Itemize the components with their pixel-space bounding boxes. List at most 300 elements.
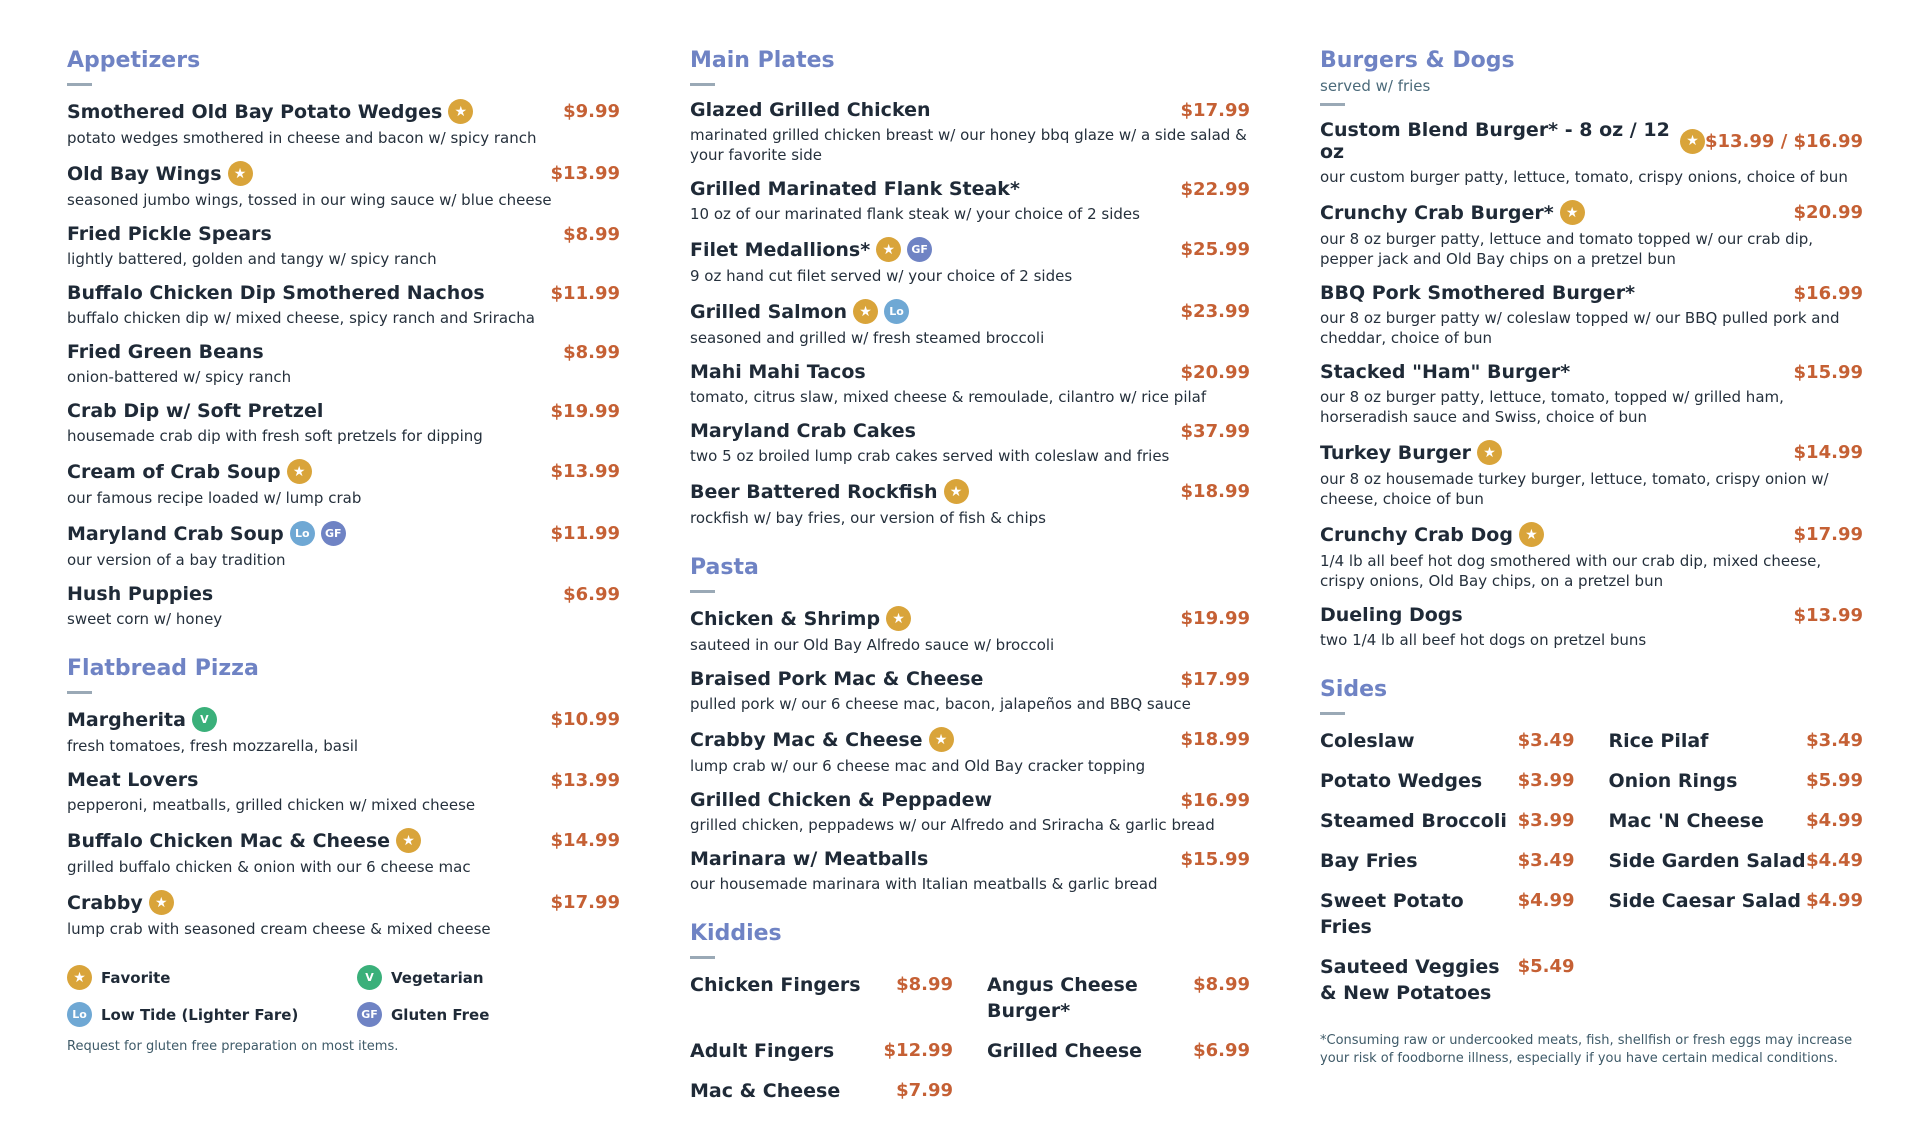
menu-item — [690, 727, 1250, 776]
menu-item — [1320, 119, 1863, 187]
item-name: Beer Battered Rockfish — [690, 480, 938, 503]
item-name: Fried Green Beans — [67, 341, 264, 363]
item-description: 1/4 lb all beef hot dog smothered with our crab dip, mixed cheese, crispy onions, Old Bay chips, on a pretzel bun — [1320, 552, 1822, 590]
item-name: Rice Pilaf — [1608, 730, 1709, 752]
favorite-star-icon: ★ — [448, 99, 473, 124]
menu-item — [690, 99, 1250, 165]
menu-item — [690, 361, 1250, 407]
grid-item — [987, 972, 1250, 1024]
item-header — [1320, 440, 1863, 465]
item-price: $6.99 — [563, 583, 620, 605]
low-tide-icon: Lo — [884, 299, 909, 324]
item-header — [1320, 361, 1863, 383]
item-price: $25.99 — [1180, 239, 1250, 260]
menu-item — [690, 299, 1250, 348]
disclaimer: *Consuming raw or undercooked meats, fish, shellfish or fresh eggs may increase your risk of foodborne illness, especially if you have certain medical conditions. — [1320, 1033, 1853, 1066]
item-description: seasoned and grilled w/ fresh steamed broccoli — [690, 329, 1045, 347]
kiddies-grid — [690, 972, 1250, 1104]
item-name-row — [690, 237, 932, 262]
menu-item — [67, 707, 620, 756]
menu-item — [67, 828, 620, 877]
burgers-list — [1320, 119, 1863, 650]
item-name: Mac 'N Cheese — [1608, 810, 1764, 832]
grid-item — [690, 972, 953, 1024]
menu-item — [690, 178, 1250, 224]
section-subtitle: served w/ fries — [1320, 77, 1431, 95]
item-name-row — [67, 890, 174, 915]
item-price: $4.99 — [1517, 890, 1575, 911]
item-name: Cream of Crab Soup — [67, 460, 281, 483]
menu-item — [690, 606, 1250, 655]
section-divider — [1320, 712, 1345, 715]
legend-label: Gluten Free — [391, 1005, 490, 1024]
item-name-row — [690, 361, 866, 383]
item-name: Turkey Burger — [1320, 441, 1472, 464]
grid-item — [1609, 808, 1864, 834]
item-price: $7.99 — [896, 1080, 953, 1101]
item-description: our famous recipe loaded w/ lump crab — [67, 489, 362, 507]
item-name: Maryland Crab Cakes — [690, 420, 916, 442]
item-header — [690, 606, 1250, 631]
item-description: sauteed in our Old Bay Alfredo sauce w/ broccoli — [690, 636, 1055, 654]
item-name: Crunchy Crab Burger* — [1320, 201, 1554, 224]
item-header — [67, 341, 620, 363]
item-name-row — [1320, 119, 1705, 163]
menu-item — [67, 521, 620, 570]
item-description: buffalo chicken dip w/ mixed cheese, spicy ranch and Sriracha — [67, 309, 535, 327]
menu-item — [690, 789, 1250, 835]
favorite-star-icon: ★ — [67, 965, 92, 990]
item-price: $37.99 — [1180, 420, 1250, 442]
section-title: Burgers & Dogs — [1320, 48, 1515, 73]
item-header — [690, 237, 1250, 262]
item-price: $18.99 — [1180, 729, 1250, 750]
item-name: Crab Dip w/ Soft Pretzel — [67, 400, 324, 422]
item-header — [690, 361, 1250, 383]
item-header — [1320, 604, 1863, 626]
item-header — [67, 459, 620, 484]
item-price: $17.99 — [1180, 668, 1250, 690]
item-price: $12.99 — [883, 1040, 953, 1061]
item-name: Steamed Broccoli — [1320, 810, 1507, 832]
item-name: Buffalo Chicken Mac & Cheese — [67, 829, 391, 852]
item-header — [690, 727, 1250, 752]
section-title: Pasta — [690, 555, 759, 580]
gluten-free-icon: GF — [357, 1002, 382, 1027]
item-price: $9.99 — [563, 101, 620, 122]
grid-item — [1320, 808, 1575, 834]
section-burgers-dogs — [1320, 47, 1863, 650]
item-name: Hush Puppies — [67, 583, 214, 605]
section-title: Main Plates — [690, 48, 835, 73]
item-header — [67, 161, 620, 186]
grid-item — [1320, 728, 1575, 754]
item-price: $4.99 — [1806, 890, 1863, 911]
item-description: sweet corn w/ honey — [67, 610, 223, 628]
item-price: $17.99 — [1180, 99, 1250, 121]
menu-item — [67, 400, 620, 446]
grid-item — [1609, 888, 1864, 940]
item-name: Coleslaw — [1320, 730, 1415, 752]
legend-label: Low Tide (Lighter Fare) — [101, 1005, 299, 1024]
favorite-star-icon: ★ — [1477, 440, 1502, 465]
item-name: Crabby Mac & Cheese — [690, 728, 923, 751]
favorite-star-icon: ★ — [1519, 522, 1544, 547]
item-header — [67, 583, 620, 605]
menu-item — [67, 341, 620, 387]
item-description: our 8 oz burger patty, lettuce, tomato, topped w/ grilled ham, horseradish sauce and Swiss, choice of bun — [1320, 388, 1784, 426]
legend-item — [357, 1002, 587, 1027]
item-name: Maryland Crab Soup — [67, 522, 284, 545]
favorite-star-icon: ★ — [149, 890, 174, 915]
menu-item — [1320, 361, 1863, 427]
favorite-star-icon: ★ — [228, 161, 253, 186]
item-description: grilled buffalo chicken & onion with our 6 cheese mac — [67, 858, 471, 876]
item-price: $15.99 — [1180, 848, 1250, 870]
menu-item — [690, 237, 1250, 286]
item-price: $3.49 — [1806, 730, 1863, 751]
item-name-row — [1320, 604, 1463, 626]
section-pasta — [690, 554, 1250, 894]
menu-item — [1320, 604, 1863, 650]
item-description: 10 oz of our marinated flank steak w/ your choice of 2 sides — [690, 205, 1140, 223]
item-price: $17.99 — [550, 892, 620, 913]
item-price: $3.99 — [1517, 810, 1575, 831]
item-name: Side Caesar Salad — [1608, 890, 1802, 912]
item-name: Onion Rings — [1608, 770, 1738, 792]
grid-item — [690, 1038, 953, 1064]
item-name: Grilled Chicken & Peppadew — [690, 789, 993, 811]
item-name-row — [67, 459, 312, 484]
item-price: $10.99 — [550, 709, 620, 730]
menu-item — [67, 769, 620, 815]
item-header — [690, 299, 1250, 324]
gluten-free-icon: GF — [321, 521, 346, 546]
item-name-row — [67, 282, 485, 304]
flatbread-list — [67, 707, 620, 939]
section-divider — [690, 956, 715, 959]
menu-item — [67, 890, 620, 939]
item-description: tomato, citrus slaw, mixed cheese & remoulade, cilantro w/ rice pilaf — [690, 388, 1207, 406]
menu-item — [67, 223, 620, 269]
menu-column-3 — [1320, 47, 1863, 1068]
item-price: $4.49 — [1806, 850, 1863, 871]
section-main-plates — [690, 47, 1250, 528]
item-name-row — [690, 727, 954, 752]
section-title: Sides — [1320, 677, 1388, 702]
item-price: $14.99 — [1793, 442, 1863, 463]
item-description: lump crab with seasoned cream cheese & mixed cheese — [67, 920, 491, 938]
item-description: grilled chicken, peppadews w/ our Alfredo and Sriracha & garlic bread — [690, 816, 1215, 834]
item-price: $13.99 — [550, 163, 620, 184]
item-name-row — [690, 848, 928, 870]
item-header — [690, 420, 1250, 442]
item-description: two 5 oz broiled lump crab cakes served with coleslaw and fries — [690, 447, 1170, 465]
section-divider — [1320, 103, 1345, 106]
item-header — [67, 99, 620, 124]
menu-item — [67, 282, 620, 328]
item-name-row — [690, 606, 911, 631]
item-name-row — [690, 299, 909, 324]
item-name: Sweet Potato Fries — [1320, 890, 1464, 938]
vegetarian-icon: V — [357, 965, 382, 990]
item-description: marinated grilled chicken breast w/ our honey bbq glaze w/ a side salad & your favorite side — [690, 126, 1247, 164]
item-description: our 8 oz burger patty, lettuce and tomato topped w/ our crab dip, pepper jack and Old Bay chips on a pretzel bun — [1320, 230, 1814, 268]
menu-item — [1320, 282, 1863, 348]
item-description: our 8 oz housemade turkey burger, lettuce, tomato, crispy onion w/ cheese, choice of bun — [1320, 470, 1829, 508]
item-price: $8.99 — [896, 974, 953, 995]
legend-item — [357, 965, 587, 990]
item-price: $19.99 — [550, 400, 620, 422]
menu-item — [67, 583, 620, 629]
favorite-star-icon: ★ — [396, 828, 421, 853]
item-name-row — [1320, 282, 1635, 304]
item-name: Mac & Cheese — [690, 1080, 841, 1102]
legend-grid — [67, 965, 620, 1027]
item-description: rockfish w/ bay fries, our version of fish & chips — [690, 509, 1046, 527]
item-name: Crabby — [67, 891, 143, 914]
item-header — [67, 282, 620, 304]
item-name: Old Bay Wings — [67, 162, 222, 185]
sides-grid — [1320, 728, 1863, 1006]
favorite-star-icon: ★ — [1560, 200, 1585, 225]
legend-note: Request for gluten free preparation on most items. — [67, 1039, 399, 1054]
favorite-star-icon: ★ — [1680, 129, 1705, 154]
item-name-row — [1320, 200, 1585, 225]
item-name: Potato Wedges — [1320, 770, 1483, 792]
item-header — [67, 223, 620, 245]
item-name: Adult Fingers — [690, 1040, 835, 1062]
menu-item — [67, 459, 620, 508]
item-description: our version of a bay tradition — [67, 551, 286, 569]
item-description: fresh tomatoes, fresh mozzarella, basil — [67, 737, 359, 755]
item-price: $13.99 / $16.99 — [1704, 130, 1863, 152]
item-description: lump crab w/ our 6 cheese mac and Old Bay cracker topping — [690, 757, 1146, 775]
section-divider — [67, 691, 92, 694]
item-name: Glazed Grilled Chicken — [690, 99, 931, 121]
section-sides — [1320, 676, 1863, 1006]
section-divider — [690, 83, 715, 86]
item-name-row — [67, 161, 253, 186]
item-name: Angus Cheese Burger* — [987, 974, 1138, 1022]
item-name: Mahi Mahi Tacos — [690, 361, 866, 383]
grid-item — [690, 1078, 953, 1104]
item-name: Grilled Cheese — [987, 1040, 1143, 1062]
item-price: $11.99 — [550, 523, 620, 544]
item-name-row — [690, 789, 992, 811]
section-divider — [67, 83, 92, 86]
item-description: housemade crab dip with fresh soft pretzels for dipping — [67, 427, 483, 445]
item-header — [67, 890, 620, 915]
grid-item — [1609, 848, 1864, 874]
section-flatbread-pizza — [67, 655, 620, 939]
legend — [67, 965, 620, 1054]
item-header — [67, 400, 620, 422]
legend-label: Favorite — [101, 968, 171, 987]
item-name: Meat Lovers — [67, 769, 199, 791]
item-price: $14.99 — [550, 830, 620, 851]
item-price: $4.99 — [1806, 810, 1863, 831]
favorite-star-icon: ★ — [287, 459, 312, 484]
item-name: Bay Fries — [1320, 850, 1418, 872]
item-header — [67, 828, 620, 853]
legend-item — [67, 965, 357, 990]
appetizers-list — [67, 99, 620, 629]
item-price: $16.99 — [1180, 789, 1250, 811]
item-name: Chicken Fingers — [690, 974, 861, 996]
item-name: Stacked "Ham" Burger* — [1320, 361, 1571, 383]
item-name-row — [1320, 440, 1502, 465]
menu-item — [690, 420, 1250, 466]
gluten-free-icon: GF — [907, 237, 932, 262]
item-header — [1320, 200, 1863, 225]
main-plates-list — [690, 99, 1250, 528]
item-name-row — [1320, 522, 1544, 547]
menu-item — [1320, 522, 1863, 591]
section-appetizers — [67, 47, 620, 629]
favorite-star-icon: ★ — [876, 237, 901, 262]
section-divider — [690, 590, 715, 593]
grid-item — [1320, 848, 1575, 874]
item-name-row — [67, 400, 323, 422]
item-price: $5.49 — [1517, 956, 1575, 977]
item-name: Buffalo Chicken Dip Smothered Nachos — [67, 282, 485, 304]
item-price: $13.99 — [550, 461, 620, 482]
item-name: Grilled Salmon — [690, 300, 848, 323]
item-price: $13.99 — [550, 769, 620, 791]
item-price: $11.99 — [550, 282, 620, 304]
item-description: potato wedges smothered in cheese and bacon w/ spicy ranch — [67, 129, 537, 147]
item-header — [690, 479, 1250, 504]
item-price: $23.99 — [1180, 301, 1250, 322]
item-price: $5.99 — [1806, 770, 1863, 791]
item-name: Crunchy Crab Dog — [1320, 523, 1513, 546]
item-description: 9 oz hand cut filet served w/ your choice of 2 sides — [690, 267, 1073, 285]
favorite-star-icon: ★ — [944, 479, 969, 504]
item-name: Side Garden Salad — [1608, 850, 1806, 872]
item-price: $22.99 — [1180, 178, 1250, 200]
item-name-row — [67, 707, 217, 732]
item-name: Fried Pickle Spears — [67, 223, 272, 245]
item-name-row — [67, 99, 473, 124]
low-tide-icon: Lo — [67, 1002, 92, 1027]
legend-item — [67, 1002, 357, 1027]
grid-item — [1320, 768, 1575, 794]
menu-item — [690, 848, 1250, 894]
item-price: $3.99 — [1517, 770, 1575, 791]
item-header — [1320, 522, 1863, 547]
item-name: Marinara w/ Meatballs — [690, 848, 929, 870]
section-kiddies — [690, 920, 1250, 1104]
item-name-row — [67, 828, 421, 853]
menu-item — [67, 99, 620, 148]
item-name-row — [690, 420, 916, 442]
item-price: $20.99 — [1793, 202, 1863, 223]
item-name: Grilled Marinated Flank Steak* — [690, 178, 1020, 200]
item-description: lightly battered, golden and tangy w/ spicy ranch — [67, 250, 437, 268]
item-price: $8.99 — [563, 341, 620, 363]
item-name-row — [690, 479, 969, 504]
item-name: Custom Blend Burger* - 8 oz / 12 oz — [1320, 119, 1670, 163]
item-header — [690, 789, 1250, 811]
item-name-row — [67, 769, 198, 791]
item-name-row — [1320, 361, 1570, 383]
item-header — [1320, 282, 1863, 304]
favorite-star-icon: ★ — [853, 299, 878, 324]
item-name: Smothered Old Bay Potato Wedges — [67, 100, 443, 123]
grid-item — [1320, 888, 1575, 940]
item-name: BBQ Pork Smothered Burger* — [1320, 282, 1636, 304]
item-name-row — [690, 99, 930, 121]
grid-item — [1320, 954, 1575, 1006]
legend-label: Vegetarian — [391, 968, 484, 987]
item-name: Margherita — [67, 708, 186, 731]
menu-column-1 — [67, 47, 620, 1054]
section-title: Flatbread Pizza — [67, 656, 259, 681]
item-description: onion-battered w/ spicy ranch — [67, 368, 292, 386]
item-description: pulled pork w/ our 6 cheese mac, bacon, jalapeños and BBQ sauce — [690, 695, 1191, 713]
item-header — [1320, 119, 1863, 163]
item-header — [690, 848, 1250, 870]
item-price: $18.99 — [1180, 481, 1250, 502]
pasta-list — [690, 606, 1250, 894]
item-name-row — [67, 583, 213, 605]
item-description: pepperoni, meatballs, grilled chicken w/ mixed cheese — [67, 796, 476, 814]
item-description: two 1/4 lb all beef hot dogs on pretzel buns — [1320, 631, 1647, 649]
item-name-row — [67, 223, 272, 245]
item-header — [67, 521, 620, 546]
menu-column-2 — [690, 47, 1250, 1130]
item-price: $8.99 — [563, 223, 620, 245]
menu-item — [690, 668, 1250, 714]
item-price: $16.99 — [1793, 282, 1863, 304]
item-description: seasoned jumbo wings, tossed in our wing sauce w/ blue cheese — [67, 191, 552, 209]
favorite-star-icon: ★ — [929, 727, 954, 752]
menu-item — [1320, 440, 1863, 509]
item-price: $17.99 — [1793, 524, 1863, 545]
item-name-row — [67, 521, 346, 546]
grid-item — [1609, 728, 1864, 754]
item-name-row — [690, 178, 1020, 200]
item-price: $6.99 — [1193, 1040, 1250, 1061]
favorite-star-icon: ★ — [886, 606, 911, 631]
item-description: our 8 oz burger patty w/ coleslaw topped w/ our BBQ pulled pork and cheddar, choice of bun — [1320, 309, 1840, 347]
item-name: Dueling Dogs — [1320, 604, 1463, 626]
item-name-row — [67, 341, 264, 363]
grid-item — [987, 1038, 1250, 1064]
item-header — [690, 99, 1250, 121]
section-title: Kiddies — [690, 921, 782, 946]
vegetarian-icon: V — [192, 707, 217, 732]
item-header — [67, 707, 620, 732]
item-price: $3.49 — [1517, 850, 1575, 871]
item-name: Chicken & Shrimp — [690, 607, 881, 630]
item-name: Filet Medallions* — [690, 238, 871, 261]
item-price: $19.99 — [1180, 608, 1250, 629]
section-title: Appetizers — [67, 48, 201, 73]
item-price: $20.99 — [1180, 361, 1250, 383]
item-price: $13.99 — [1793, 604, 1863, 626]
grid-item — [1609, 768, 1864, 794]
menu-item — [1320, 200, 1863, 269]
menu-item — [67, 161, 620, 210]
item-price: $3.49 — [1517, 730, 1575, 751]
item-price: $8.99 — [1193, 974, 1250, 995]
low-tide-icon: Lo — [290, 521, 315, 546]
item-header — [690, 178, 1250, 200]
item-header — [67, 769, 620, 791]
menu-item — [690, 479, 1250, 528]
